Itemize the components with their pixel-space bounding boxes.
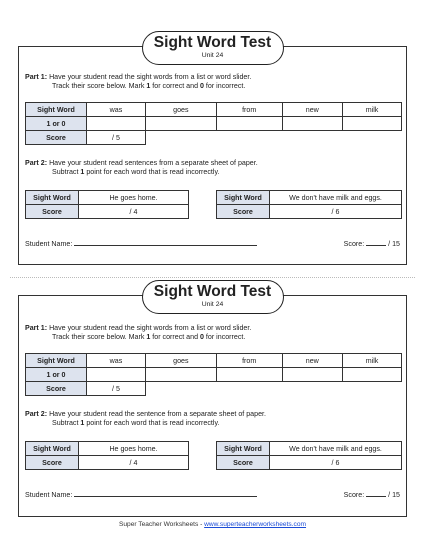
answer-cell[interactable] [216, 117, 282, 131]
worksheet-card-1 [18, 34, 407, 265]
sentence-text: He goes home. [79, 442, 189, 456]
row-header-sight-word: Sight Word [26, 354, 87, 368]
part1-line2: Track their score below. Mark 1 for correct and 0 for incorrect. [52, 82, 246, 90]
worksheet-title: Sight Word Test [153, 283, 272, 300]
total-score-row [344, 491, 400, 499]
answer-cell[interactable] [282, 117, 343, 131]
answer-cell[interactable] [87, 368, 146, 382]
sentence-score-label: Score [217, 205, 270, 219]
unit-label: Unit 24 [201, 301, 224, 308]
sentence-table-2 [216, 190, 402, 219]
table-row [26, 354, 402, 368]
total-score-max: / 15 [388, 491, 400, 499]
sight-word-table [25, 102, 402, 145]
sentence-label: Sight Word [26, 442, 79, 456]
student-name-line[interactable] [74, 496, 257, 497]
sentence-text: He goes home. [79, 191, 189, 205]
sentence-label: Sight Word [217, 191, 270, 205]
word-cell: from [216, 354, 282, 368]
total-score-row [344, 240, 400, 248]
part1-label: Part 1: [25, 73, 48, 81]
sentence-label: Sight Word [26, 191, 79, 205]
sentence-table-1 [25, 441, 189, 470]
answer-cell[interactable] [87, 117, 146, 131]
sentence-table-2 [216, 441, 402, 470]
part2-line2: Subtract 1 point for each word that is read incorrectly. [52, 168, 220, 176]
row-header-one-or-zero: 1 or 0 [26, 368, 87, 382]
part2-line1: Have your student read the sentence from a separate sheet of paper. [49, 410, 266, 418]
score-cell[interactable]: / 5 [87, 382, 146, 396]
blank-cell [343, 131, 402, 145]
answer-cell[interactable] [343, 117, 402, 131]
sentence-table-1 [25, 190, 189, 219]
sentence-score-cell[interactable]: / 4 [79, 205, 189, 219]
row-header-score: Score [26, 382, 87, 396]
sentence-text: We don't have milk and eggs. [270, 191, 402, 205]
answer-cell[interactable] [145, 117, 216, 131]
table-row [217, 456, 402, 470]
table-row [26, 103, 402, 117]
part1-line1: Have your student read the sight words from a list or word slider. [49, 324, 252, 332]
row-header-score: Score [26, 131, 87, 145]
part1-instructions [25, 73, 251, 91]
blank-cell [216, 382, 282, 396]
title-banner [142, 31, 284, 65]
blank-cell [282, 382, 343, 396]
worksheet-card-2 [18, 283, 407, 517]
word-cell: was [87, 103, 146, 117]
worksheet-title: Sight Word Test [153, 34, 272, 51]
word-cell: new [282, 354, 343, 368]
word-cell: milk [343, 354, 402, 368]
part2-instructions [25, 159, 258, 177]
table-row [26, 191, 189, 205]
total-score-max: / 15 [388, 240, 400, 248]
footer-url-link[interactable]: www.superteacherworksheets.com [204, 521, 307, 528]
total-score-line[interactable] [366, 245, 386, 246]
table-row [217, 205, 402, 219]
word-cell: milk [343, 103, 402, 117]
blank-cell [145, 382, 216, 396]
sentence-text: We don't have milk and eggs. [270, 442, 402, 456]
title-banner [142, 280, 284, 314]
part2-label: Part 2: [25, 159, 48, 167]
sentence-score-label: Score [26, 456, 79, 470]
table-row [26, 442, 189, 456]
table-row [217, 442, 402, 456]
unit-label: Unit 24 [201, 52, 224, 59]
sentence-label: Sight Word [217, 442, 270, 456]
sentence-score-label: Score [217, 456, 270, 470]
word-cell: goes [145, 354, 216, 368]
part2-line1: Have your student read sentences from a separate sheet of paper. [49, 159, 258, 167]
blank-cell [282, 131, 343, 145]
cut-line [10, 277, 415, 278]
part1-line1: Have your student read the sight words from a list or word slider. [49, 73, 252, 81]
table-row [217, 191, 402, 205]
table-row [26, 205, 189, 219]
sight-word-table [25, 353, 402, 396]
row-header-sight-word: Sight Word [26, 103, 87, 117]
row-header-one-or-zero: 1 or 0 [26, 117, 87, 131]
sentence-score-cell[interactable]: / 6 [270, 456, 402, 470]
student-name-label: Student Name: [25, 491, 73, 499]
table-row [26, 117, 402, 131]
word-cell: was [87, 354, 146, 368]
word-cell: goes [145, 103, 216, 117]
student-name-row [25, 240, 257, 248]
sentence-score-label: Score [26, 205, 79, 219]
total-score-label: Score: [343, 240, 365, 248]
part1-line2: Track their score below. Mark 1 for correct and 0 for incorrect. [52, 333, 246, 341]
footer [0, 521, 425, 528]
footer-site-name: Super Teacher Worksheets [118, 521, 199, 528]
table-row [26, 131, 402, 145]
answer-cell[interactable] [145, 368, 216, 382]
answer-cell[interactable] [282, 368, 343, 382]
student-name-label: Student Name: [25, 240, 73, 248]
total-score-label: Score: [343, 491, 365, 499]
part1-instructions [25, 324, 251, 342]
part1-label: Part 1: [25, 324, 48, 332]
total-score-line[interactable] [366, 496, 386, 497]
part2-label: Part 2: [25, 410, 48, 418]
blank-cell [343, 382, 402, 396]
sentence-score-cell[interactable]: / 4 [79, 456, 189, 470]
blank-cell [216, 131, 282, 145]
footer-separator: - [198, 521, 205, 528]
word-cell: new [282, 103, 343, 117]
sentence-score-cell[interactable]: / 6 [270, 205, 402, 219]
table-row [26, 382, 402, 396]
score-cell[interactable]: / 5 [87, 131, 146, 145]
answer-cell[interactable] [216, 368, 282, 382]
table-row [26, 456, 189, 470]
student-name-row [25, 491, 257, 499]
table-row [26, 368, 402, 382]
part2-line2: Subtract 1 point for each word that is read incorrectly. [52, 419, 220, 427]
student-name-line[interactable] [74, 245, 257, 246]
answer-cell[interactable] [343, 368, 402, 382]
blank-cell [145, 131, 216, 145]
part2-instructions [25, 410, 266, 428]
word-cell: from [216, 103, 282, 117]
